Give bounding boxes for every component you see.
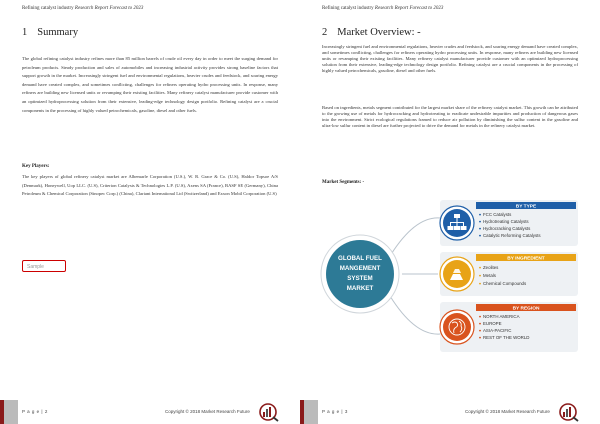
center-circle <box>326 240 394 308</box>
segment-item: Chemical Compounds <box>483 281 527 286</box>
summary-paragraph: The global refining catalyst industry refines more than 85 million barrels of crude oil every day in order to meet the surging demand for petroleum products. Steady production and sales of automobiles and increasing industrial activity provides strong baseline factors that support growth in the market. Increasingly stringent fuel and environmental regulations, heavier crudes and feedstock, and soaring energy demand have created complex, and sometimes conflicting, challenges for refiners operating hydro processing units. In response, many refiners are building new licensed units or revamping their existing facilities. Many refinery catalyst manufacturer provide customer with an optimized hydroprocessing solution from their extensive, leading-edge technology design portfolio. Refining catalyst are a crucial components in the processing of highly valued petrochemicals, gasoline, diesel and other fuels. <box>22 56 278 113</box>
segment-item: NORTH AMERICA <box>483 314 520 319</box>
connector-region <box>390 296 440 334</box>
footer-gray-bar <box>4 400 18 424</box>
market-segments-infographic <box>320 196 580 366</box>
center-title-line3: SYSTEM <box>347 275 373 282</box>
section-number: 2 <box>322 27 328 38</box>
segment-title: BY REGION <box>512 306 540 312</box>
segment-item: Metals <box>483 273 496 278</box>
page-3 <box>300 0 600 424</box>
segment-by-ingredient <box>440 252 578 296</box>
header-title: Refining catalyst industry <box>22 6 74 11</box>
section-heading-market-overview <box>322 27 421 38</box>
key-players-heading: Key Players: <box>22 164 50 169</box>
segment-item: Hydrotreating Catalysts <box>483 219 529 224</box>
section-heading-summary <box>22 27 78 38</box>
market-segments-heading: Market Segments: - <box>322 180 365 185</box>
key-players-paragraph: The key players of global refinery catalyst market are Albemarle Corporation (U.S.), W. R. Grace & Co. (U.S), Haldor Topsoe A/S (Denmark), Honeywell, Uop LLC. (U.S), Criterion Catalysts & Technologies L.P. (U.S), Axens SA (France), BASF SE (Germany), China Petroleum & Chemical Corporation (Sinopec Corp.) (China), Clariant International Ltd (Switzerland) and Exxon Mobil Corporation (U.S) <box>22 174 278 197</box>
sample-button[interactable]: Sample <box>22 260 66 272</box>
segment-item: Hydrocracking Catalysts <box>483 226 531 231</box>
header-subtitle: Research Report Forecast to 2023 <box>74 6 144 11</box>
mrf-logo-icon <box>257 402 279 422</box>
running-header <box>22 6 143 11</box>
segment-by-type <box>440 200 578 246</box>
segment-title: BY TYPE <box>515 204 537 210</box>
running-header <box>322 6 443 11</box>
center-title-line1: GLOBAL FUEL <box>338 255 382 262</box>
footer-copyright: Copyright © 2018 Market Research Future <box>165 409 250 414</box>
section-title: Market Overview: - <box>337 27 421 38</box>
segment-by-region <box>440 302 578 352</box>
mrf-logo-icon <box>557 402 579 422</box>
header-subtitle: Research Report Forecast to 2023 <box>374 6 444 11</box>
segment-item: EUROPE <box>483 321 502 326</box>
segment-item: Zeolites <box>483 265 499 270</box>
segment-item: REST OF THE WORLD <box>483 335 530 340</box>
page-footer <box>0 400 300 424</box>
footer-gray-bar <box>304 400 318 424</box>
footer-copyright: Copyright © 2018 Market Research Future <box>465 409 550 414</box>
overview-paragraph-2: Based on ingredients, metals segment contributed for the largest market share of the refinery catalyst market. This growth can be attributed to the growing use of metals for hydrocracking and hydrotreating to eradicate undesirable impurities and production of dangerous gases into the environment. Strict ecological regulations framed to reduce air pollution by diminishing the sulfur content in the gasoline and ultra-low sulfur content in diesel are further projected to drive the demand for metals in the refinery catalyst market. <box>322 105 578 129</box>
header-title: Refining catalyst industry <box>322 6 374 11</box>
segment-title: BY INGREDIENT <box>507 256 545 262</box>
footer-page-number: P a g e | 3 <box>322 409 348 414</box>
footer-page-number: P a g e | 2 <box>22 409 48 414</box>
segment-item: FCC Catalysts <box>483 212 512 217</box>
section-title: Summary <box>37 27 79 38</box>
center-title-line4: MARKET <box>346 285 374 292</box>
connector-type <box>390 218 440 256</box>
section-number: 1 <box>22 27 28 38</box>
segment-item: Catalytic Reforming Catalysts <box>483 233 541 238</box>
center-title-line2: MANGEMENT <box>339 265 381 272</box>
segment-item: ASIA-PACIFIC <box>483 328 512 333</box>
overview-paragraph-1: Increasingly stringent fuel and environmental regulations, heavier crudes and feedstock, and soaring energy demand have created complex, and sometimes conflicting, challenges for refiners operating hydro processing units. In response, many refiners are building new licensed units or revamping their existing facilities. Many refinery catalyst manufacturer provide customer with an optimized hydroprocessing solution from their extensive, leading-edge technology design portfolio. Refining catalyst are a crucial components in the processing of highly valued petrochemicals, gasoline, diesel and other fuels. <box>322 44 578 74</box>
page-footer <box>300 400 600 424</box>
